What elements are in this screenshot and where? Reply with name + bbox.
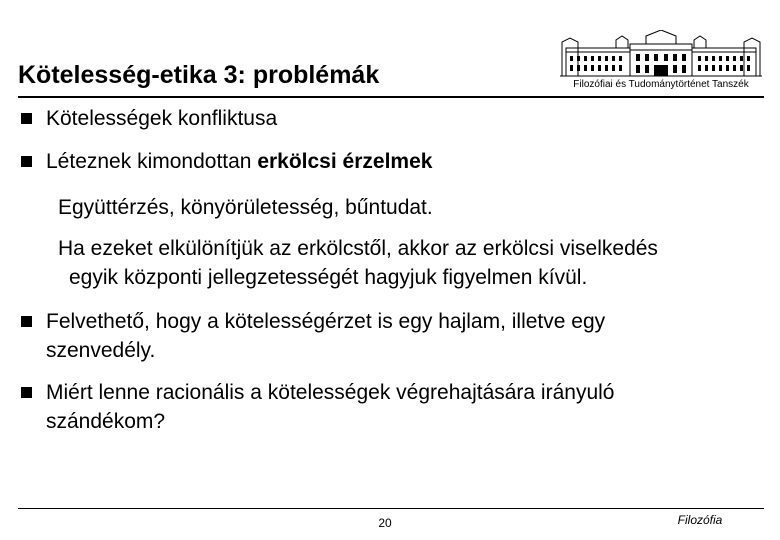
bullet-item: Kötelességek konfliktusa [46,107,278,130]
footer-label: Filozófia [677,513,723,527]
bullet-marker [21,316,32,327]
bullet-item [46,147,746,176]
bullet-emphasis: erkölcsi érzelmek [257,150,433,173]
sub-paragraph-line: Ha ezeket elkülönítjük az erkölcstől, akkor az erkölcsi viselkedés [58,237,658,260]
sub-paragraph: Együttérzés, könyörületesség, bűntudat. [58,196,433,219]
sub-paragraph [58,234,758,292]
bullet-line: szándékom? [46,410,166,433]
footer-divider [18,508,764,509]
bullet-item [46,378,746,436]
bullet-marker [21,387,32,398]
bullet-marker [21,113,32,124]
sub-paragraph-line: egyik központi jellegzetességét hagyjuk figyelmen kívül. [69,266,588,289]
slide-title: Kötelesség-etika 3: problémák [18,61,380,89]
bullet-line: szenvedély. [46,339,156,362]
bullet-marker [21,156,32,167]
title-divider [18,96,764,98]
bullet-line: Felvethető, hogy a kötelességérzet is egy hajlam, illetve egy [46,310,606,333]
page-number: 20 [378,516,392,530]
bullet-line: Miért lenne racionális a kötelességek végrehajtására irányuló [46,381,615,404]
department-caption: Filozófiai és Tudománytörténet Tanszék [573,79,749,90]
bullet-text: Léteznek kimondottan [46,150,258,173]
bullet-item [46,307,746,365]
